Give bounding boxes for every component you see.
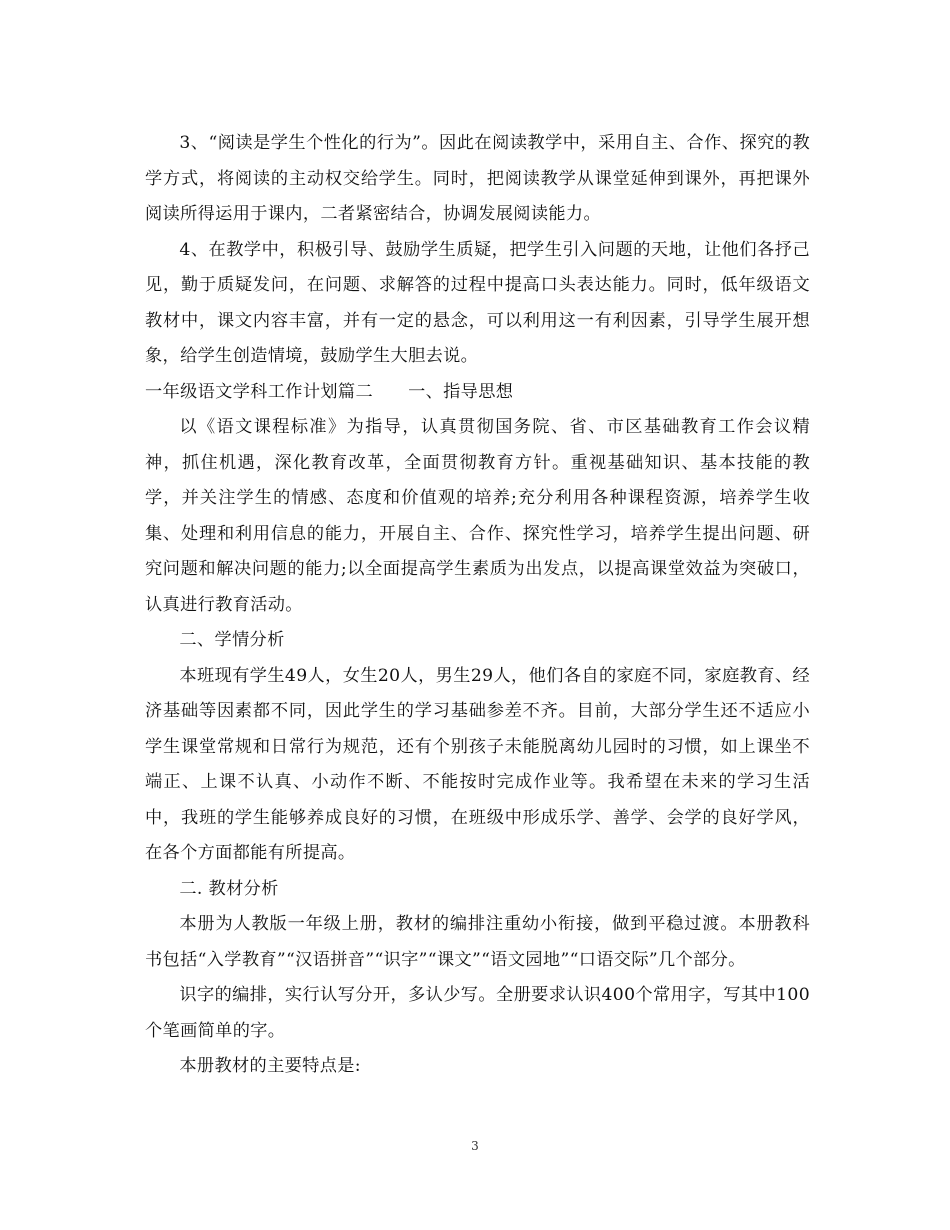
paragraph-encourage-questions: 4、在教学中，积极引导、鼓励学生质疑，把学生引入问题的天地，让他们各抒己见，勤于质疑发问，在问题、求解答的过程中提高口头表达能力。同时，低年级语文教材中，课文内容丰富，并有一定的悬念，可以利用这一有利因素，引导学生展开想象，给学生创造情境，鼓励学生大胆去说。 (145, 239, 810, 366)
page-number: 3 (471, 1139, 479, 1153)
paragraph-student-analysis: 本班现有学生49人，女生20人，男生29人，他们各自的家庭不同，家庭教育、经济基础等因素都不同，因此学生的学习基础参差不齐。目前，大部分学生还不适应小学生课堂常规和日常行为规范，还有个别孩子未能脱离幼儿园时的习惯，如上课坐不端正、上课不认真、小动作不断、不能按时完成作业等。我希望在未来的学习生活中，我班的学生能够养成良好的习惯，在班级中形成乐学、善学、会学的良好学风，在各个方面都能有所提高。 (145, 665, 810, 863)
section-heading-student-analysis: 二、学情分析 (179, 630, 285, 650)
paragraph-reading-personalized: 3、“阅读是学生个性化的行为”。因此在阅读教学中，采用自主、合作、探究的教学方式，将阅读的主动权交给学生。同时，把阅读教学从课堂延伸到课外，再把课外阅读所得运用于课内，二者紧密结合，协调发展阅读能力。 (145, 133, 810, 224)
paragraph-character-learning: 识字的编排，实行认写分开，多认少写。全册要求认识400个常用字，写其中100个笔画简单的字。 (145, 985, 810, 1041)
document-body (145, 126, 810, 1085)
paragraph-main-features: 本册教材的主要特点是: (179, 1056, 361, 1076)
section-heading-textbook-analysis: 二. 教材分析 (179, 878, 279, 899)
paragraph-textbook-overview: 本册为人教版一年级上册，教材的编排注重幼小衔接，做到平稳过渡。本册教科书包括“入学教育”“汉语拼音”“识字”“课文”“语文园地”“口语交际”几个部分。 (145, 914, 810, 970)
paragraph-guiding-ideology: 以《语文课程标准》为指导，认真贯彻国务院、省、市区基础教育工作会议精神，抓住机遇，深化教育改革，全面贯彻教育方针。重视基础知识、基本技能的教学，并关注学生的情感、态度和价值观的培养;充分利用各种课程资源，培养学生收集、处理和利用信息的能力，开展自主、合作、探究性学习，培养学生提出问题、研究问题和解决问题的能力;以全面提高学生素质为出发点，以提高课堂效益为突破口，认真进行教育活动。 (145, 417, 810, 615)
section-heading-plan-two: 一年级语文学科工作计划篇二 一、指导思想 (145, 381, 514, 402)
